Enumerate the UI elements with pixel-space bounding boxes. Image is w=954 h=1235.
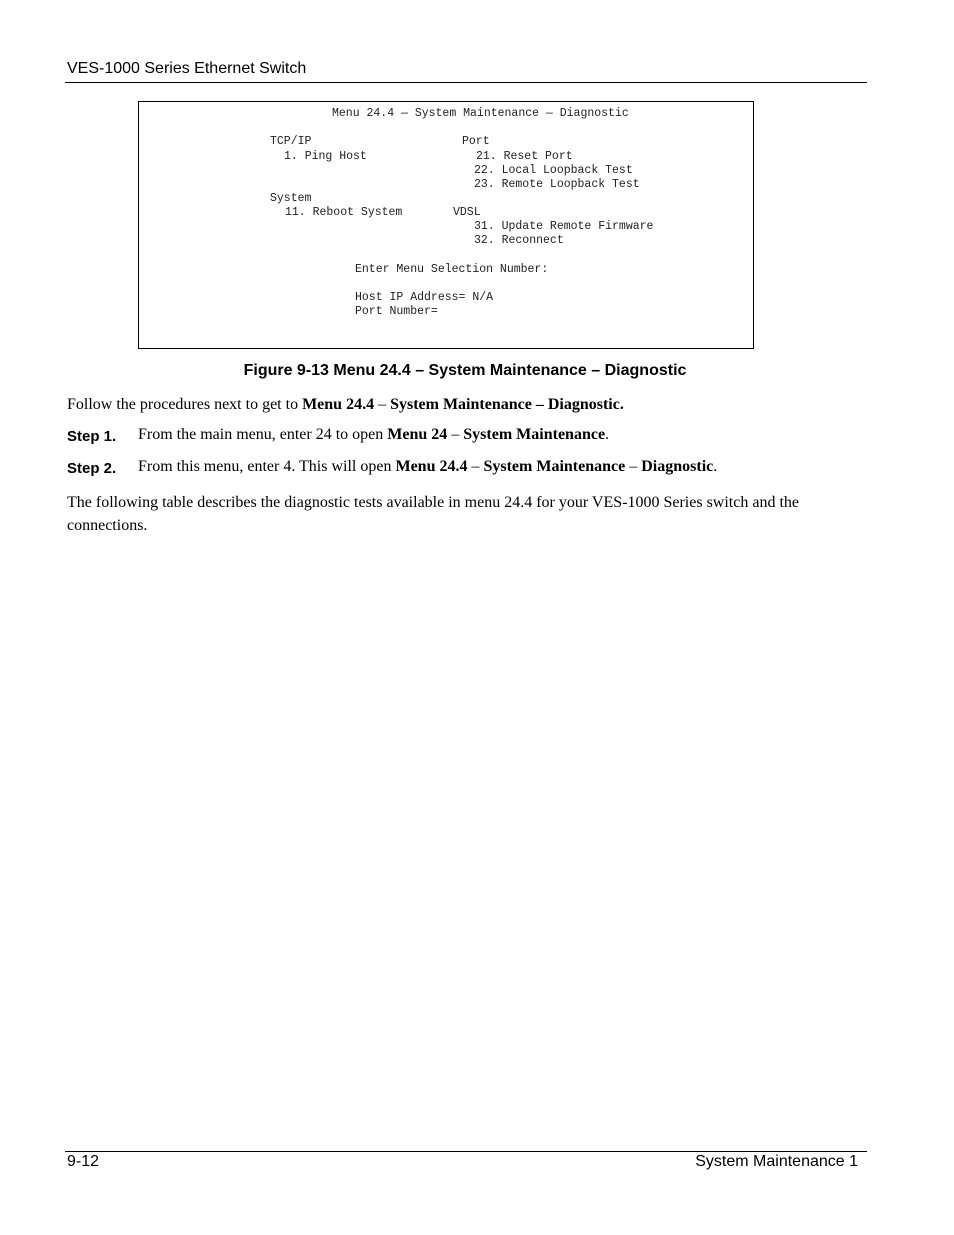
menu-item-reset-port: 21. Reset Port (476, 150, 573, 163)
chapter-title: System Maintenance 1 (695, 1153, 858, 1170)
port-heading: Port (462, 135, 490, 148)
description-paragraph: The following table describes the diagnostic tests available in menu 24.4 for your VES-1000 Series switch and the connections. (67, 494, 799, 534)
running-header: VES-1000 Series Ethernet Switch (67, 60, 307, 77)
host-ip-field: Host IP Address= N/A (355, 291, 494, 304)
selection-prompt: Enter Menu Selection Number: (355, 263, 549, 276)
step-1-text: From the main menu, enter 24 to open Menu 24 – System Maintenance. (138, 426, 610, 443)
menu-item-reconnect: 32. Reconnect (474, 234, 564, 247)
menu-item-ping-host: 1. Ping Host (284, 150, 367, 163)
terminal-screen (138, 101, 754, 349)
menu-item-remote-loopback: 23. Remote Loopback Test (474, 178, 640, 191)
menu-item-update-firmware: 31. Update Remote Firmware (474, 220, 654, 233)
page-number: 9-12 (67, 1153, 100, 1170)
system-heading: System (270, 192, 312, 205)
port-number-field: Port Number= (355, 305, 438, 318)
footer-rule (65, 1151, 867, 1152)
tcpip-heading: TCP/IP (270, 135, 312, 148)
figure-caption: Figure 9-13 Menu 24.4 – System Maintenance – Diagnostic (243, 362, 687, 379)
header-rule (65, 82, 867, 83)
step-1-label: Step 1. (67, 428, 117, 445)
intro-paragraph: Follow the procedures next to get to Menu 24.4 – System Maintenance – Diagnostic. (67, 396, 624, 413)
menu-title: Menu 24.4 — System Maintenance — Diagnostic (332, 107, 629, 120)
step-2-label: Step 2. (67, 460, 117, 477)
vdsl-heading: VDSL (453, 206, 481, 219)
menu-item-reboot-system: 11. Reboot System (285, 206, 403, 219)
step-2-text: From this menu, enter 4. This will open Menu 24.4 – System Maintenance – Diagnostic. (138, 458, 718, 475)
menu-item-local-loopback: 22. Local Loopback Test (474, 164, 633, 177)
